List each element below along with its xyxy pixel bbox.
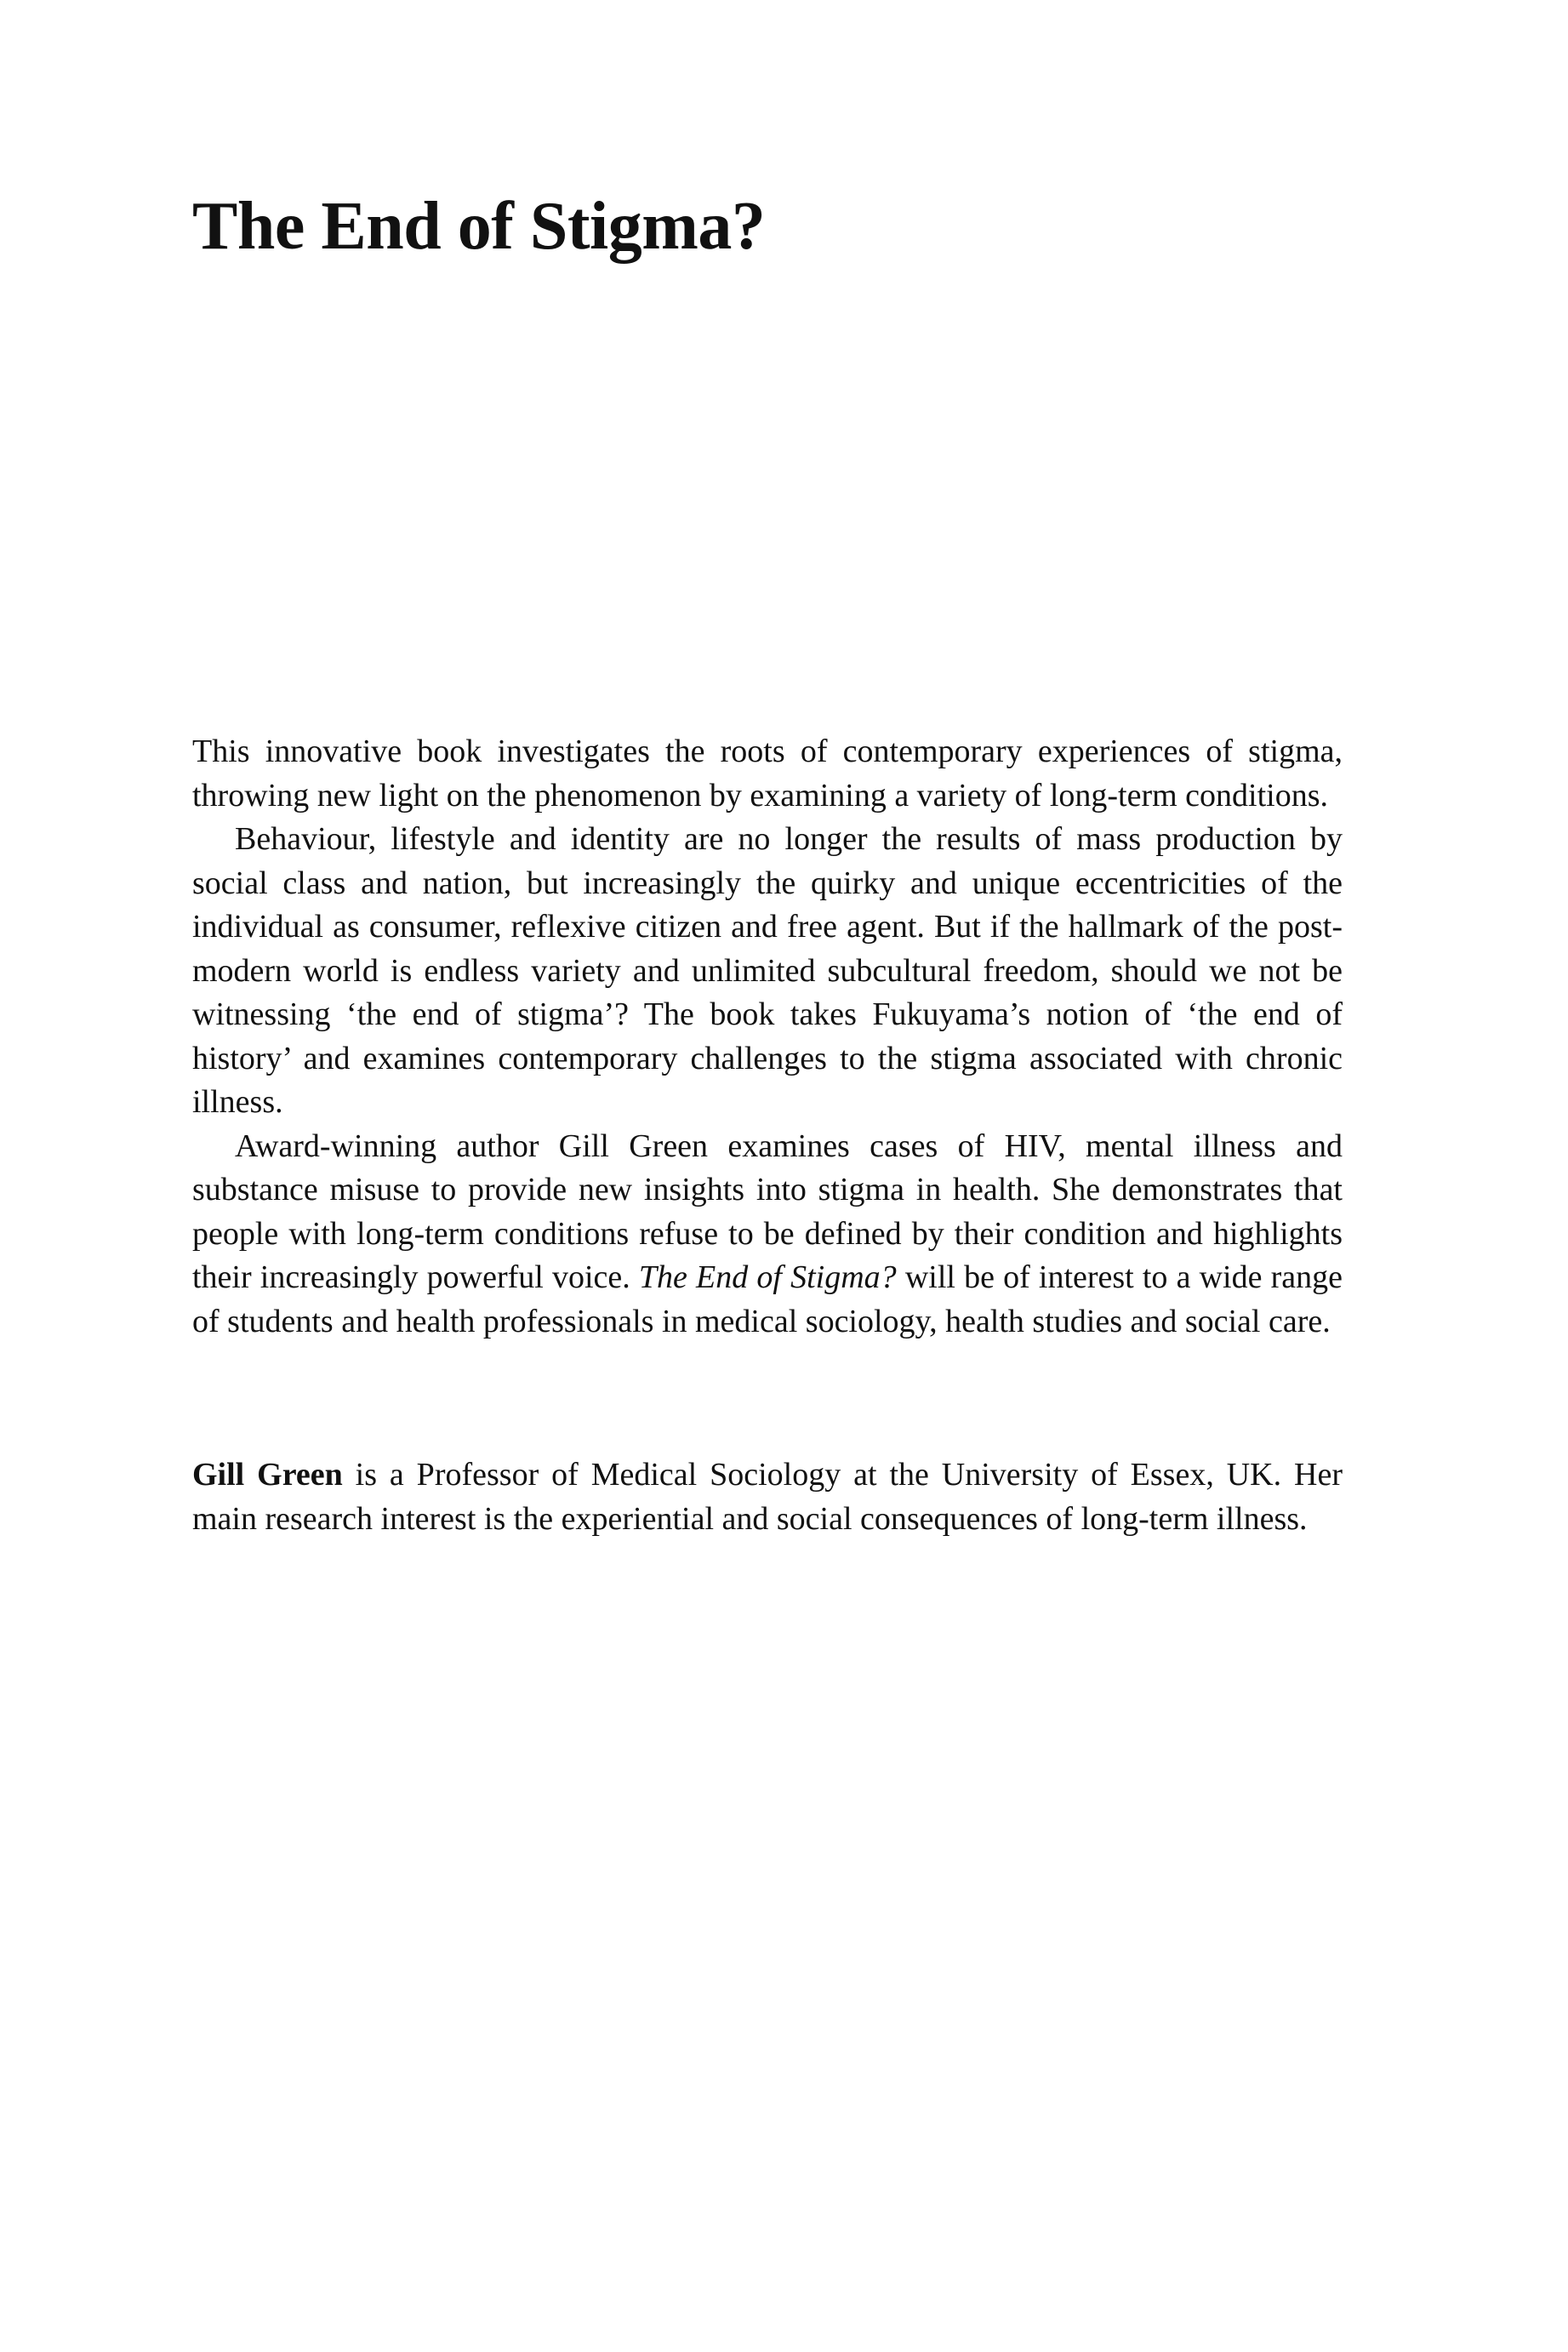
book-title: The End of Stigma? — [192, 189, 766, 264]
author-name: Gill Green — [192, 1457, 343, 1493]
blurb-paragraph-author-start: Award-winning author Gill Green examines cases of HIV, mental illness and substance misuse to provide new insights into stigma in health. She demonstrates that people with long-term conditions refuse to be defined by their condition and highlights their increasingly powerful voice. — [192, 1127, 1343, 1295]
blurb-paragraph-author-end: will be of interest to a wide range of students and health professionals in medical sociology, health studies and social care. — [192, 1259, 1343, 1339]
book-title-italic: The End of Stigma? — [638, 1259, 897, 1295]
blurb-paragraph-argument: Behaviour, lifestyle and identity are no longer the results of mass production by social class and nation, but increasingly the quirky and unique eccentricities of the individual as consumer, reflexive citizen and free agent. But if the hallmark of the post-modern world is endless variety and unlimited subcultural freedom, should we not be witnessing ‘the end of stigma’? The book takes Fukuyama’s notion of ‘the end of history’ and examines contemporary challenges to the stigma associated with chronic illness. — [192, 821, 1343, 1120]
author-bio-text: is a Professor of Medical Sociology at the University of Essex, UK. Her main research interest is the experiential and social consequences of long-term illness. — [192, 1457, 1343, 1537]
blurb-paragraph-author — [192, 1125, 1343, 1344]
book-blurb — [192, 730, 1343, 1344]
author-bio — [192, 1453, 1343, 1541]
blurb-paragraph-intro: This innovative book investigates the roots of contemporary experiences of stigma, throwing new light on the phenomenon by examining a variety of long-term conditions. — [192, 734, 1343, 813]
